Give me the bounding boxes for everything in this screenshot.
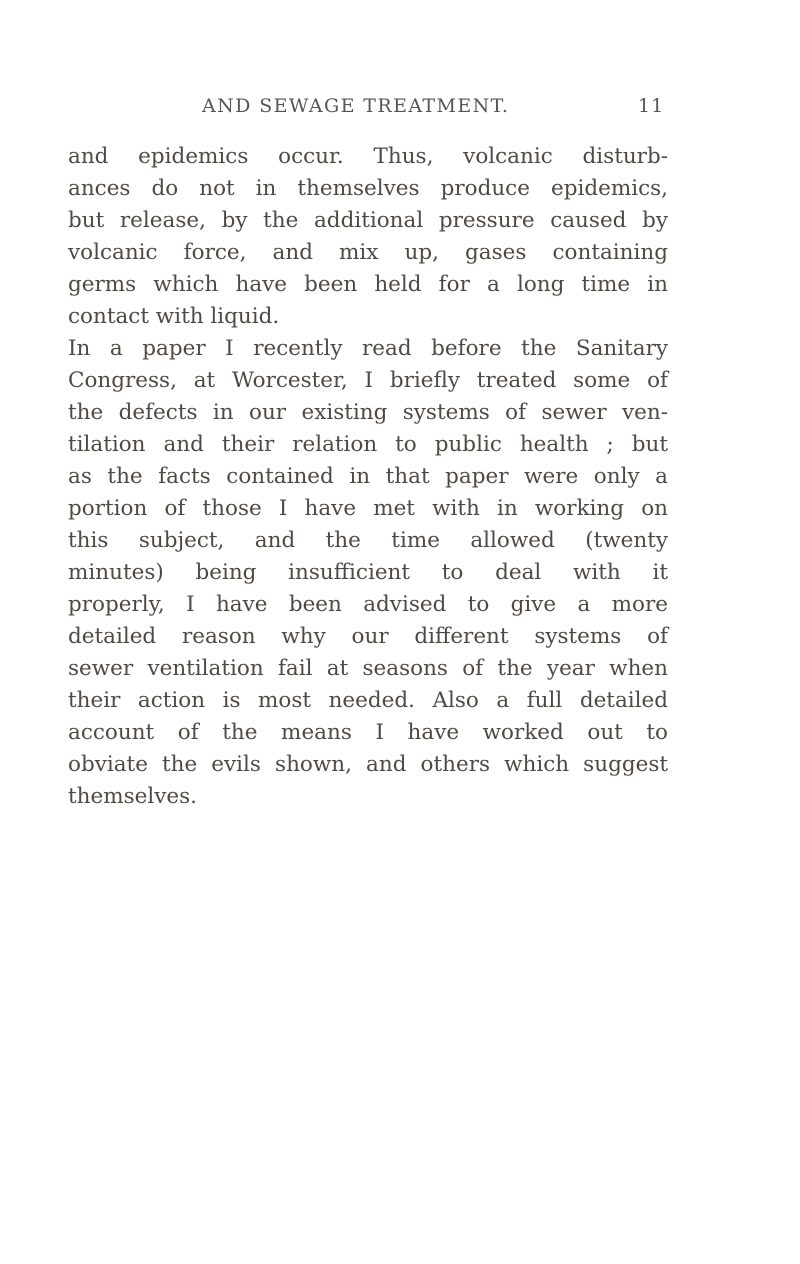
text-line: themselves. <box>68 784 197 809</box>
text-line: Congress, at Worcester, I briefly treated some of <box>68 368 668 393</box>
text-line: obviate the evils shown, and others which suggest <box>68 752 668 777</box>
page-number: 11 <box>638 95 665 117</box>
text-line: this subject, and the time allowed (twenty <box>68 528 668 553</box>
text-line: account of the means I have worked out to <box>68 720 668 745</box>
text-line: their action is most needed. Also a full detailed <box>68 688 668 713</box>
text-line: as the facts contained in that paper were only a <box>68 464 668 489</box>
text-line: and epidemics occur. Thus, volcanic disturb- <box>68 144 668 169</box>
text-line: detailed reason why our different systems of <box>68 624 668 649</box>
text-line: tilation and their relation to public health ; but <box>68 432 668 457</box>
text-line: portion of those I have met with in working on <box>68 496 668 521</box>
text-line: the defects in our existing systems of sewer ven- <box>68 400 668 425</box>
text-line: sewer ventilation fail at seasons of the year when <box>68 656 668 681</box>
text-line: volcanic force, and mix up, gases containing <box>68 240 668 265</box>
running-head <box>40 91 680 121</box>
text-line: but release, by the additional pressure caused by <box>68 208 668 233</box>
running-title: AND SEWAGE TREATMENT. <box>202 95 510 117</box>
text-line: minutes) being insufficient to deal with it <box>68 560 668 585</box>
text-line: In a paper I recently read before the Sanitary <box>68 336 668 361</box>
body-text <box>68 141 668 813</box>
text-line: contact with liquid. <box>68 304 280 329</box>
text-line: properly, I have been advised to give a more <box>68 592 668 617</box>
text-line: germs which have been held for a long time in <box>68 272 668 297</box>
text-line: ances do not in themselves produce epidemics, <box>68 176 668 201</box>
